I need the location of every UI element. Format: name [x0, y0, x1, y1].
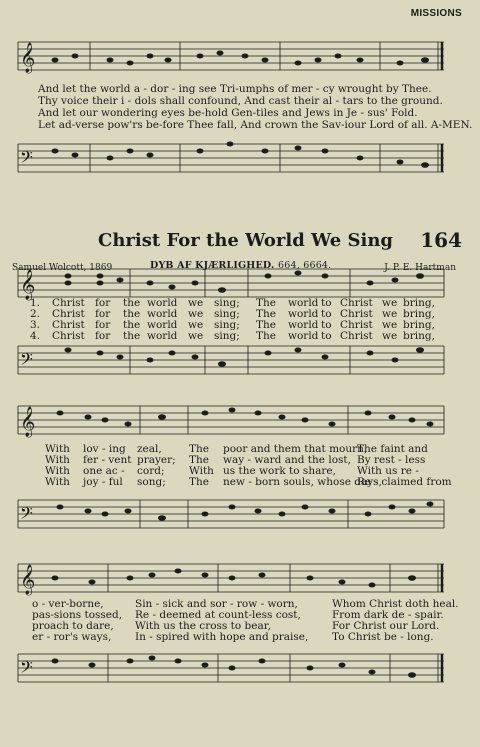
svg-text:𝄢: 𝄢	[20, 657, 33, 681]
lyric: The	[189, 454, 209, 466]
lyric: world	[147, 330, 178, 342]
lyric: to	[321, 297, 332, 309]
lyric: world	[147, 308, 178, 320]
previous-hymn-line: And let the world a - dor - ing see Tri-umphs of mer - cy wrought by Thee.	[38, 83, 432, 95]
svg-text:𝄞: 𝄞	[20, 407, 36, 437]
lyric: Christ	[340, 330, 373, 342]
lyric: Christ	[52, 330, 85, 342]
system1-bass-staff	[0, 340, 480, 380]
lyric: o - ver-borne,	[32, 598, 104, 610]
svg-text:𝄞: 𝄞	[20, 43, 36, 73]
lyric: to	[321, 330, 332, 342]
lyric: bring,	[403, 319, 435, 331]
lyric: world	[147, 297, 178, 309]
lyric: we	[188, 319, 204, 331]
lyric: To Christ be - long.	[332, 631, 434, 643]
lyric: way - ward and the lost,	[223, 454, 351, 466]
lyric: With us re -	[357, 465, 419, 477]
lyric: we	[382, 308, 398, 320]
system3-treble-staff	[0, 560, 480, 598]
lyric: Re - claimed from	[357, 476, 452, 488]
lyric: poor and them that mourn,	[223, 443, 368, 455]
system2-lyrics	[45, 443, 465, 489]
lyric: for	[95, 308, 111, 320]
lyric: prayer;	[137, 454, 176, 466]
lyric: to	[321, 308, 332, 320]
lyric: the	[123, 308, 141, 320]
lyric: The	[189, 476, 209, 488]
lyric: Christ	[52, 308, 85, 320]
lyric: for	[95, 297, 111, 309]
lyric: proach to dare,	[32, 620, 114, 632]
lyric: we	[188, 308, 204, 320]
tune-name-text: DYB AF KJÆRLIGHED.	[150, 260, 275, 271]
lyric: Christ	[52, 297, 85, 309]
lyric: the	[123, 330, 141, 342]
lyric: world	[288, 297, 319, 309]
meter: 664, 6664.	[278, 260, 332, 271]
lyric: zeal,	[137, 443, 162, 455]
lyric: we	[382, 330, 398, 342]
svg-text:𝄢: 𝄢	[20, 349, 33, 373]
lyric: bring,	[403, 308, 435, 320]
lyric: Christ	[340, 297, 373, 309]
lyric: for	[95, 330, 111, 342]
lyric: one ac -	[83, 465, 125, 477]
svg-text:𝄞: 𝄞	[20, 270, 36, 300]
svg-text:𝄢: 𝄢	[20, 503, 33, 527]
lyric: world	[288, 330, 319, 342]
previous-hymn-line: Thy voice their i - dols shall confound, And cast their al - tars to the ground.	[38, 95, 443, 107]
lyric: By rest - less	[357, 454, 426, 466]
hymn-title: Christ For the World We Sing	[98, 230, 394, 251]
system2-bass-staff	[0, 494, 480, 534]
system2-treble-staff	[0, 400, 480, 440]
lyric: us the work to share,	[223, 465, 336, 477]
lyric: With	[45, 443, 70, 455]
verse-number: 3.	[30, 319, 41, 331]
verse-number: 1.	[30, 297, 41, 309]
lyric: song;	[137, 476, 166, 488]
lyric: The	[256, 308, 276, 320]
lyric: With	[189, 465, 214, 477]
lyric: With	[45, 465, 70, 477]
lyric: The	[189, 443, 209, 455]
lyric: Re - deemed at count-less cost,	[135, 609, 301, 621]
lyric: fer - vent	[83, 454, 132, 466]
lyric: For Christ our Lord.	[332, 620, 440, 632]
lyric: world	[147, 319, 178, 331]
lyric: cord;	[137, 465, 165, 477]
lyric: world	[288, 319, 319, 331]
lyric: With us the cross to bear,	[135, 620, 271, 632]
lyric: Whom Christ doth heal.	[332, 598, 459, 610]
lyric: Christ	[340, 319, 373, 331]
lyric: joy - ful	[83, 476, 123, 488]
lyric: bring,	[403, 330, 435, 342]
lyric: sing;	[214, 319, 240, 331]
previous-hymn-treble-staff	[0, 38, 480, 78]
lyric: With	[45, 476, 70, 488]
lyric: From dark de - spair.	[332, 609, 444, 621]
lyric: The	[256, 330, 276, 342]
verse-number: 2.	[30, 308, 41, 320]
section-label: MISSIONS	[410, 8, 462, 19]
lyric: for	[95, 319, 111, 331]
lyric: sing;	[214, 330, 240, 342]
lyric: the	[123, 319, 141, 331]
lyric: With	[45, 454, 70, 466]
lyric: we	[382, 319, 398, 331]
lyric: world	[288, 308, 319, 320]
lyric: to	[321, 319, 332, 331]
lyric: Sin - sick and sor - row - worn,	[135, 598, 298, 610]
hymn-number: 164	[420, 228, 462, 252]
lyric: er - ror's ways,	[32, 631, 112, 643]
system3-lyrics	[32, 598, 462, 644]
system1-lyrics	[30, 297, 460, 341]
lyric: Christ	[340, 308, 373, 320]
lyric: sing;	[214, 308, 240, 320]
lyric: The	[256, 297, 276, 309]
lyric: new - born souls, whose days,	[223, 476, 382, 488]
lyric: sing;	[214, 297, 240, 309]
lyric: The faint and	[357, 443, 428, 455]
lyric: The	[256, 319, 276, 331]
hymn-author: Samuel Wolcott, 1869	[12, 263, 113, 273]
system3-bass-staff	[0, 648, 480, 690]
lyric: lov - ing	[83, 443, 126, 455]
lyric: In - spired with hope and praise,	[135, 631, 309, 643]
lyric: we	[188, 297, 204, 309]
lyric: we	[188, 330, 204, 342]
svg-text:𝄢: 𝄢	[20, 147, 33, 171]
lyric: we	[382, 297, 398, 309]
verse-number: 4.	[30, 330, 41, 342]
lyric: Christ	[52, 319, 85, 331]
previous-hymn-line: Let ad-verse pow'rs be-fore Thee fall, And crown the Sav-iour Lord of all. A-MEN.	[38, 119, 473, 131]
lyric: pas-sions tossed,	[32, 609, 123, 621]
hymn-composer: J. P. E. Hartman	[384, 263, 456, 273]
lyric: the	[123, 297, 141, 309]
lyric: bring,	[403, 297, 435, 309]
previous-hymn-bass-staff	[0, 138, 480, 182]
previous-hymn-line: And let our wondering eyes be-hold Gen-tiles and Jews in Je - sus' Fold.	[38, 107, 418, 119]
svg-text:𝄞: 𝄞	[20, 565, 36, 595]
